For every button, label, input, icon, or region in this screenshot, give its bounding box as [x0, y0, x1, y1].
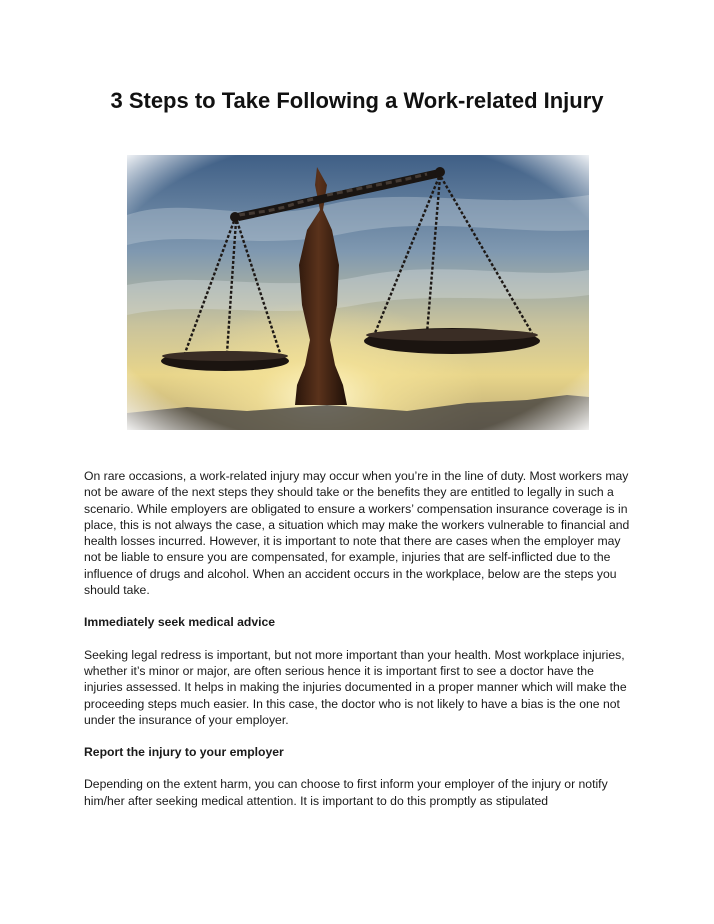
section-paragraph-medical: Seeking legal redress is important, but not more important than your health. Most workplace injuries, whether it’s minor or major, are often serious hence it is important first to see a doctor have the injuries assessed. It helps in making the injuries documented in a proper manner which will make the proceeding steps much easier. In this case, the doctor who is not likely to have a bias is the one not under the insurance of your employer. [84, 647, 627, 727]
intro-paragraph: On rare occasions, a work-related injury may occur when you’re in the line of duty. Most workers may not be aware of the next steps they should take or the benefits they are entitled to legally in such a scenario. While employers are obligated to ensure a workers’ compensation insurance coverage is in place, this is not always the case, a situation which may make the workers vulnerable to financial and health losses incurred. However, it is important to note that there are cases when the employer may not be liable to ensure you are compensated, for example, injuries that are self-inflicted due to the influence of drugs and alcohol. When an accident occurs in the workplace, below are the steps you should take. [84, 469, 630, 598]
document-title: 3 Steps to Take Following a Work-related Injury [110, 88, 604, 113]
section-paragraph-report: Depending on the extent harm, you can choose to first inform your employer of the injury or notify him/her after seeking medical attention. It is important to do this promptly as stipulated [84, 777, 608, 808]
article-body [84, 468, 632, 809]
scales-of-justice-image [127, 155, 589, 430]
section-heading-report: Report the injury to your employer [84, 745, 284, 760]
section-heading-medical: Immediately seek medical advice [84, 615, 276, 630]
